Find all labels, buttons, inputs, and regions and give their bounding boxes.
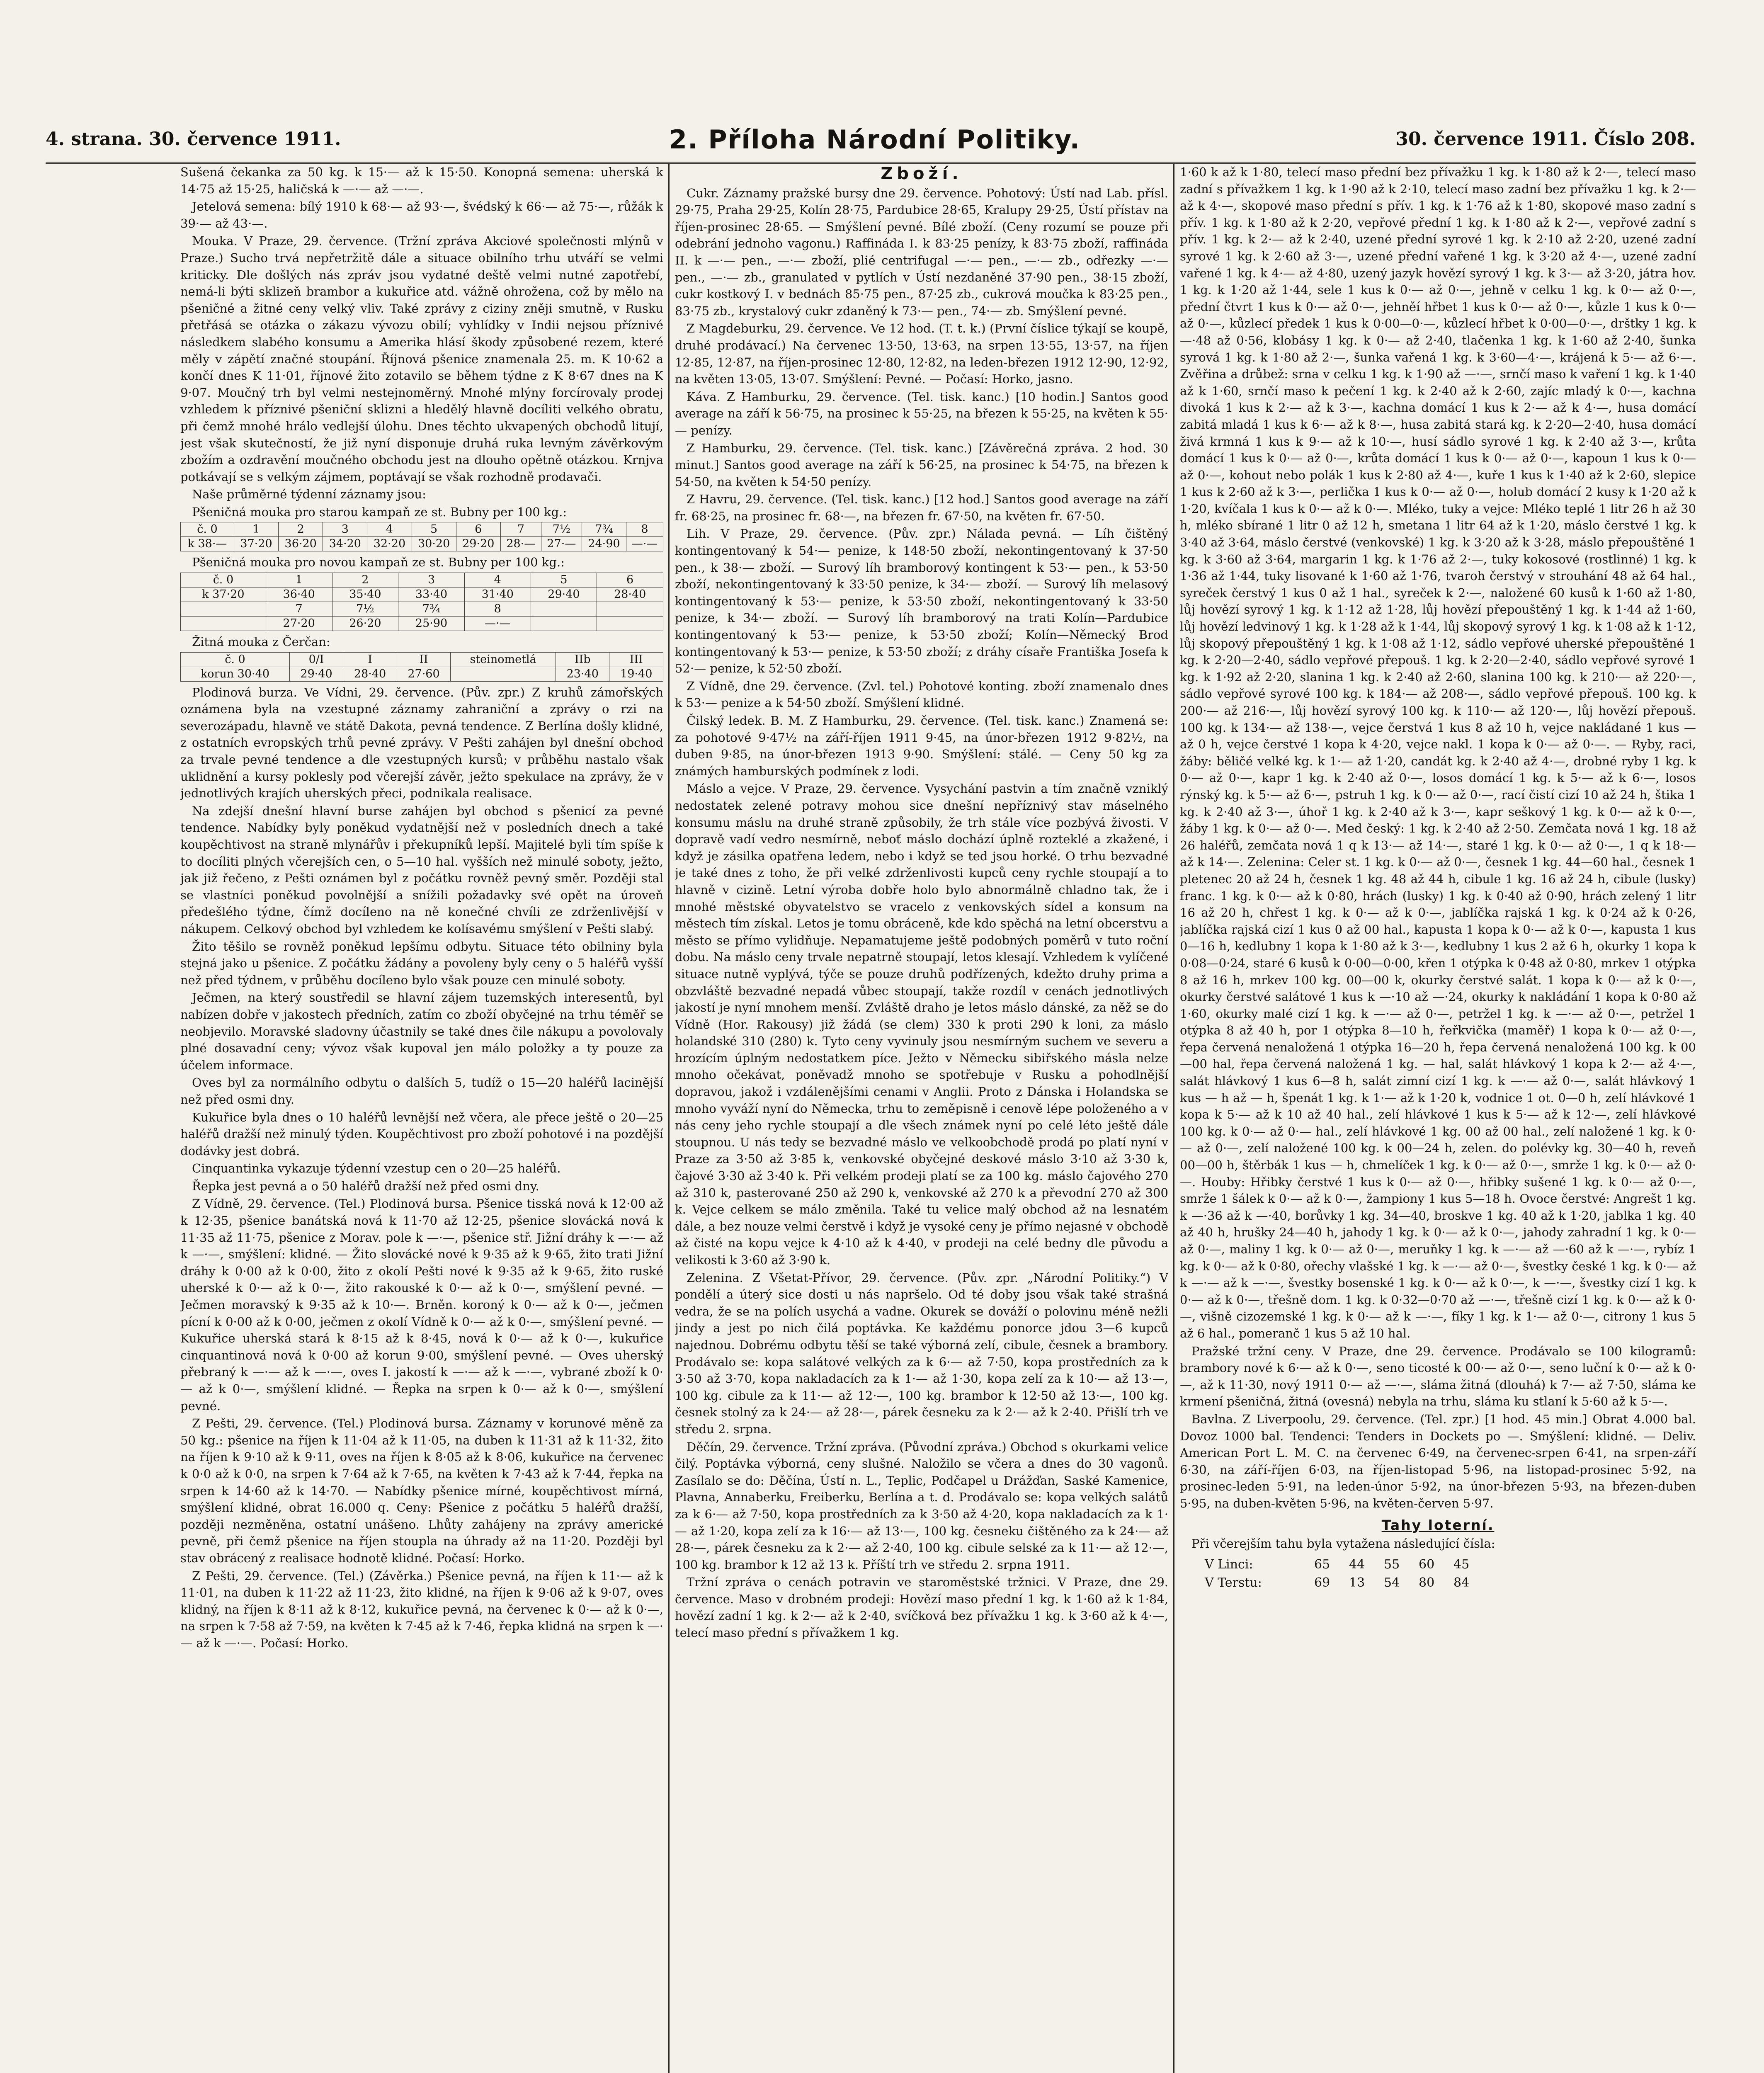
table-cell [531, 602, 597, 617]
table-cell [597, 617, 663, 631]
table-cell [531, 617, 597, 631]
table-cell: k 37·20 [181, 587, 266, 602]
table-row [181, 617, 663, 631]
section-heading-goods: Zboží. [881, 164, 963, 183]
table-header-row [181, 573, 663, 587]
table-cell: č. 0 [181, 522, 234, 537]
paragraph-food-prices: Tržní zpráva o cenách potravin ve staroměstské tržnici. V Praze, dne 29. července. Maso v drobném prodeji: Hovězí maso přední 1 kg. k 1·60 až k 1·84, hovězí zadní 1 kg. k 2·— až k 2·40, svíčková bez přívažku 1 kg. k 3·60 až k 4·—, telecí maso přední s přívažkem 1 kg. [675, 1575, 1168, 1640]
table-cell: č. 0 [181, 573, 266, 587]
table-cell: 29·40 [531, 587, 597, 602]
table-cell: 0/I [289, 652, 343, 667]
table-cell: 29·40 [289, 667, 343, 681]
table-cell: 19·40 [609, 667, 663, 681]
paragraph-pest-closing: Z Pešti, 29. července. (Tel.) (Závěrka.) Pšenice pevná, na říjen k 11·— až k 11·01, na duben k 11·22 až 11·23, žito klidné, na říjen k 9·06 až k 9·07, oves klidný, na říjen k 8·11 až k 8·12, kukuřice pevná, na červenec k 0·— až k 0·—, na srpen k 7·58 až 7·59, na květen k 7·45 až k 7·46, řepka klidná na srpen k —·— až k —·—. Počasí: Horko. [180, 1568, 663, 1650]
table-cell: 23·40 [556, 667, 609, 681]
column-3 [1180, 164, 1696, 2073]
table-cell: II [397, 652, 450, 667]
table-cell: 27·— [541, 537, 582, 551]
table-cell: III [609, 652, 663, 667]
table-cell: IIb [556, 652, 609, 667]
issue-date-number: 30. července 1911. Číslo 208. [1395, 129, 1696, 150]
table-cell: 7¾ [398, 602, 465, 617]
paragraph-prague-market: Pražské tržní ceny. V Praze, dne 29. července. Prodávalo se 100 kilogramů: brambory nové k 6·— až k 0·—, seno ticosté k 00·— až 0·—, seno luční k 0·— až k 0·—, až k 11·30, nový 1911 0·— až —·—, sláma žitná (dlouhá) k 7·— až 7·50, sláma ke krmení pšeničná, žitná (ovesná) nebyla na trhu, sláma ku stlaní k 5·60 až k 5·—. [1180, 1344, 1696, 1409]
table-cell: 7 [500, 522, 541, 537]
paragraph-sugar: Cukr. Záznamy pražské bursy dne 29. července. Pohotový: Ústí nad Lab. přísl. 29·75, Praha 29·25, Kolín 28·75, Pardubice 28·65, Kralupy 29·25, Ústí přístav na říjen-prosinec 28·65. — Smýšlení pevné. Bílé zboží. (Ceny rozumí se pouze při odebrání jednoho vagonu.) Raffináda I. k 83·25 penízy, k 83·75 zboží, raffináda II. k —·— pen., —·— zboží, plié centrifugal —·— pen., —·— zb., odřezky —·— pen., —·— zb., granulated v pytlích v Ústí nezdaněné 37·90 pen., 38·15 zboží, cukr kostkový I. v bednách 85·75 pen., 87·25 zb., cukrová moučka k 83·25 pen., 83·75 zb., krystalový cukr zdaněný k 73·— pen., 74·— zb. Smýšlení pevné. [675, 186, 1168, 318]
paragraph-butter-eggs: Máslo a vejce. V Praze, 29. července. Vysychání pastvin a tím značně vzniklý nedostatek zelené potravy mohou sice dnešní nepříznivý stav máselného konsumu máslu na druhé straně způsobily, že trh stále více pozbývá živosti. V dopravě vadí vedro nesmírně, neboť máslo dochází úplně rozteklé a zkažené, i když je zásilka opatřena ledem, nebo i když se ted jsou horké. O trhu bezvadné je také dnes z toho, že při velké zdrženlivosti kupců ceny rychle stoupají a to hlavně v cizině. Letní výroba dobře holo bylo abnormálně chladno tak, že i mnohé městské obyvatelstvo se vracelo z venkovských sídel a konsum na městech tím získal. Letos je tomu obráceně, kde kdo spěchá na letní obcerstvu a město se přímo vylidňuje. Nepamatujeme ještě podobných poměrů v tuto roční dobu. Na máslo ceny trvale nepatrně stoupají, letos klesají. Vzhledem k vylíčené situace nutně vyplývá, týče se pouze druhů podřízených, kdežto druhy prima a obzvláště bezvadné nepadá vůbec stoupají, takže rozdíl v cenách jednotlivých jakostí je nyní mnohem menší. Zvláště draho je letos máslo dánské, za něž se do Vídně (Hor. Rakousy) již žádá (se clem) 330 k proti 290 k loni, za máslo holandské 310 (280) k. Tyto ceny vyvinuly jsou nesmírným suchem ve severu a hrozícím úplným nedostatkem píce. Ježto v Německu sibiřského másla nelze mnoho očekávat, poněvadž mnoho se spotřebuje v Rusku a pohodlnější dopravou, jakož i vzdálenějšími cenami v Anglii. Proto z Dánska i Holandska se mnoho vyváží nyní do Německa, trhu to zeměpisně i cenově lépe položeného a v nás ceny jeho rychle stoupají a dle všech známek nyní po celé léto ještě dále stoupnou. U nás tedy se bezvadné máslo ve velkoobchodě prodá po platí nyní v Praze za 3·50 až 3·85 k, venkovské obyčejné deskové máslo 3·10 až 3·30 k, čajové 3·30 až 3·40 k. Při velkém prodeji platí se za 100 kg. máslo čajového 270 až 310 k, pasterované 250 až 290 k, venkovské až 270 k a převodní 270 až 300 k. Vejce celkem se málo změnila. Také tu velice malý obchod až na lesnatém dále, a bez nouze velmi čerstvě i když je vysoké ceny je přímo nejasné v obchodě až čisté na kopu vejce k 4·10 až k 4·40, v prodeji na celé bedny dle původu a velikosti k 3·60 až 3·90 k. [675, 782, 1168, 1267]
table-cell: 27·60 [397, 667, 450, 681]
column-1 [180, 164, 663, 2073]
paragraph: Pšeničná mouka pro novou kampaň ze st. Bubny per 100 kg.: [192, 555, 565, 570]
lottery-number: 44 [1349, 1557, 1365, 1572]
table-header-row [181, 522, 663, 537]
table-cell: 2 [279, 522, 323, 537]
paragraph-saltpeter: Čilský ledek. B. M. Z Hamburku, 29. července. (Tel. tisk. kanc.) Znamená se: za pohotové 9·47½ na září-říjen 1911 9·45, na únor-březen 1912 9·82½, na duben 9·85, na únor-březen 1913 9·90. Smýšlení: stálé. — Ceny 50 kg za známých hamburských podmínek z lodi. [675, 714, 1168, 778]
table-cell: 1 [234, 522, 278, 537]
column-divider [668, 164, 670, 2073]
lottery-number: 13 [1349, 1575, 1365, 1590]
rye-flour-price-table [180, 652, 663, 682]
table-cell: 6 [597, 573, 663, 587]
table-cell: 5 [531, 573, 597, 587]
table-cell: steinometlá [451, 652, 556, 667]
table-cell: 24·90 [582, 537, 626, 551]
table-row [181, 537, 663, 551]
paragraph-vienna-exchange: Z Vídně, 29. července. (Tel.) Plodinová bursa. Pšenice tisská nová k 12·00 až k 12·35, pšenice banátská nová k 11·70 až 12·25, pšenice slovácká nová k 11·35 až 11·75, pšenice z Morav. pole k —·—, pšenice stř. Jižní dráhy k —·— až k —·—, smýšlení: klidné. — Žito slovácké nové k 9·35 až k 9·65, žito trati Jižní dráhy k 0·00 až k 0·00, žito z okolí Pešti nové k 9·35 až k 9·65, žito ruské uherské k 0·— až k 0·—, žito rakouské k 0·— až k 0·—, smýšlení pevné. — Ječmen moravský k 9·35 až k 10·—. Brněn. koroný k 0·— až k 0·—, ječmen pícní k 0·00 až k 0·00, ječmen z okolí Vídně k 0·— až k 0·—, smýšlení pevné. — Kukuřice uherská stará k 8·15 až k 8·45, nová k 0·— až k 0·—, kukuřice cinquantinová nová k 0·00 až korun 9·00, smýšlení pevné. — Oves uherský přebraný k —·— až k —·—, oves I. jakostí k —·— až k —·—, vybrané zboží k 0·— až k 0·—, smýšlení klidné. — Řepka na srpen k 0·— až k 0·—, smýšlení pevné. [180, 1197, 663, 1413]
section-heading-lottery: Tahy loterní. [1381, 1517, 1495, 1533]
paragraph-pest-exchange: Z Pešti, 29. července. (Tel.) Plodinová bursa. Záznamy v korunové měně za 50 kg.: pšenice na říjen k 11·04 až k 11·05, na duben k 11·31 až k 11·32, žito na říjen k 9·10 až k 9·11, oves na říjen k 8·05 až k 8·06, kukuřice na červenec k 0·0 až k 0·0, na srpen k 7·64 až k 7·65, na květen k 7·43 až k 7·44, řepka na srpen k 14·60 až k 14·70. — Nabídky pšenice mírné, koupěchtivost mírná, smýšlení klidné, obrat 16.000 q. Ceny: Pšenice z počátku 5 haléřů dražší, později nezměněna, ostatní unášeno. Lhůty zahájeny na zprávy americké pevně, při čemž pšenice na říjen stoupla na úhrady až na 11·20. Později byl stav obrácený z realisace hodnotě klidné. Počasí: Horko. [180, 1416, 663, 1565]
paragraph: Z Hamburku, 29. července. (Tel. tisk. kanc.) [Závěrečná zpráva. 2 hod. 30 minut.] Santos good average na září k 56·25, na prosinec k 54·75, na březen k 54·50, na květen k 54·50 penízy. [675, 441, 1168, 489]
table-cell: 36·40 [266, 587, 332, 602]
table-cell: 28·— [500, 537, 541, 551]
paragraph-commodity-exchange: Plodinová burza. Ve Vídni, 29. července. (Pův. zpr.) Z kruhů zámořských oznámena byla na vzestupné záznamy zahraniční a zprávy o rzi na severozápadu, hlavně ve státě Dakota, pevná tendence. Z Berlína došly klidné, z ostatních evropských trhů pevné zprávy. V Pešti zahájen byl dnešní obchod za trvale pevné tendence a dle vzestupných kursů; v průběhu nastalo však uklidnění a kursy poklesly pod včerejší závěr, ježto spekulace na zprávy, že v jednotlivých krajích uherských přeci, podnikala realisace. [180, 685, 663, 801]
table-cell: 33·40 [398, 587, 465, 602]
table-cell: 2 [332, 573, 398, 587]
lottery-city: V Terstu: [1205, 1575, 1262, 1590]
paragraph: Žitná mouka z Čerčan: [192, 635, 330, 649]
paragraph: Kukuřice byla dnes o 10 haléřů levnější než včera, ale přece ještě o 20—25 haléřů dražší než minulý týden. Koupěchtivost pro zboží pohotové i na pozdější dodávky jest dobrá. [180, 1110, 663, 1158]
table-cell: 8 [626, 522, 663, 537]
lottery-number: 69 [1314, 1575, 1330, 1590]
table-cell: 26·20 [332, 617, 398, 631]
column-divider [1173, 164, 1174, 2073]
table-row [181, 587, 663, 602]
newspaper-title: 2. Příloha Národní Politiky. [669, 124, 1081, 155]
lottery-number: 55 [1384, 1557, 1400, 1572]
table-cell: 7¾ [582, 522, 626, 537]
table-cell: 4 [464, 573, 531, 587]
paragraph: Žito těšilo se rovněž poněkud lepšímu odbytu. Situace této obilniny byla stejná jako u pšenice. Z počátku žádány a povoleny byly ceny o 5 haléřů vyšší než před týdnem, v průběhu docíleno bylo však pouze cen minulé soboty. [180, 939, 663, 987]
table-cell: 30·20 [412, 537, 456, 551]
flour-price-table-new [180, 573, 663, 631]
paragraph: Naše průměrné týdenní záznamy jsou: [192, 487, 426, 502]
paragraph: Z Magdeburku, 29. července. Ve 12 hod. (T. t. k.) (První číslice týkají se koupě, druhé prodávací.) Na červenec 13·50, 13·63, na srpen 13·55, 13·57, na říjen 12·85, 12·87, na říjen-prosinec 12·80, 12·82, na leden-březen 1912 12·90, 12·92, na květen 13·05, 13·07. Smýšlení: Pevné. — Počasí: Horko, jasno. [675, 321, 1168, 386]
paragraph: Na zdejší dnešní hlavní burse zahájen byl obchod s pšenicí za pevné tendence. Nabídky byly poněkud vydatnější než v posledních dnech a také koupěchtivost na straně mlynářův i překupníků lepší. Majitelé byli tím spíše k to docíliti plných včerejších cen, o 5—10 hal. vyšších než minulé soboty, ježto, jak již řečeno, z Pešti oznámen byl z počátku rovněž pevný směr. Později stal se vlastníci poněkud povolnější a snížili požadavky své opět na úroveň předešlého týdne, čímž docíleno na ně konečné chvíli ze zdrženlivější v nákupem. Celkový obchod byl vzhledem ke kolísavému smýšlení v Pešti slabý. [180, 803, 663, 936]
lottery-row-linz [1180, 1556, 1696, 1574]
lottery-number: 60 [1419, 1557, 1435, 1572]
paragraph-vegetables: Zelenina. Z Všetat-Přívor, 29. července. (Pův. zpr. „Národní Politiky.“) V pondělí a úterý sice dosti u nás napršelo. Od té doby jsou však také strašná vedra, že se na polích usychá a vadne. Okurek se dováží o polovinu méně nežli jindy a jest po nich čilá poptávka. Ke každému ponorce jdou 3—6 kupců najednou. Dobrému odbytu těší se také výborná zelí, cibule, česnek a brambory. Prodávalo se: kopa salátové velkých za k 6·— až 7·50, kopa prostředních za k 3·50 až 3·70, kopa nakladacích za k 1·— až 1·30, kopa zelí za k 10·— až 13·—, 100 kg. cibule za k 11·— až 12·—, 100 kg. brambor k 12·50 až 13·—, 100 kg. česnek stolný za k 24·— až 28·—, párek česneku za k 2·— až k 2·40. Přišlí trh ve středu 2. srpna. [675, 1270, 1168, 1436]
table-cell: 34·20 [323, 537, 367, 551]
table-cell: 3 [398, 573, 465, 587]
table-cell: 27·20 [266, 617, 332, 631]
table-cell: 31·40 [464, 587, 531, 602]
paragraph-food-prices-cont: 1·60 k až k 1·80, telecí maso přední bez přívažku 1 kg. k 1·80 až k 2·—, telecí maso zadní s přívažkem 1 kg. k 1·90 až k 2·10, telecí maso zadní bez přívažku 1 kg. k 2·— až k 4·—, skopové maso přední s přív. 1 kg. k 1·76 až k 1·80, skopové maso zadní s přív. 1 kg. k 1·80 až k 2·20, vepřové přední 1 kg. k 1·80 až k 2·—, vepřové zadní s přív. 1 kg. k 2·— až k 2·40, uzené přední syrové 1 kg. k 2·10 až 2·20, uzené zadní syrové 1 kg. k 2·60 až 3·—, uzené přední vařené 1 kg. k 3·20 až 4·—, uzené zadní vařené 1 kg. k 4·— až 4·80, uzený jazyk hovězí syrový 1 kg. k 3·— až 3·20, játra hov. 1 kg. k 1·20 až 1·44, sele 1 kus k 0·— až 0·—, jehně v celku 1 kg. k 0·— až 0·—, přední čtvrt 1 kus k 0·— až 0·—, jehněí hřbet 1 kus k 0·— až 0·—, kůzle 1 kus k 0·— až 0·—, kůzlecí předek 1 kus k 0·00—0·—, kůzlecí hřbet k 0·00—0·—, drštky 1 kg. k —·48 až 0·56, klobásy 1 kg. k 0·— až 2·40, tlačenka 1 kg. k 1·60 až 2·40, šunka syrová 1 kg. k 1·80 až 2·—, šunka vařená 1 kg. k 3·60—4·—, krájená k 5·— až 6·—. Zvěřina a drůbež: srna v celku 1 kg. k 1·90 až —·—, srnčí maso k vaření 1 kg. k 1·40 až k 1·60, srnčí maso k pečení 1 kg. k 2·40 až k 2·60, zajíc mladý k 0·—, kachna divoká 1 kus k 2·— až k 3·—, kachna domácí 1 kus k 2·— až k 4·—, husa domácí zabitá mladá 1 kus k 6·— až k 8·—, husa zabitá stará kg. k 2·20—2·40, husa domácí živá krmná 1 kus k 9·— až k 10·—, husí sádlo syrové 1 kg. k 2·40 až 3·—, krůta domácí 1 kus k 0·— až 0·—, krůta domácí 1 kus k 0·— až 0·—, kapoun 1 kus k 0·— až 0·—, kohout nebo polák 1 kus k 2·80 až 4·—, kuře 1 kus k 1·40 až k 2·60, slepice 1 kus k 2·60 až k 3·—, perlička 1 kus k 0·— až 0·—, holub domácí 2 kusy k 1·20 až k 1·20, kvíčala 1 kus k 0·— až k 0·—. Mléko, tuky a vejce: Mléko teplé 1 litr 26 h až 30 h, mléko sbírané 1 litr 0 až 12 h, smetana 1 litr 64 až k 1·20, máslo čerstvé 1 kg. k 3·40 až 3·64, máslo čerstvé (venkovské) 1 kg. k 3·20 až k 3·28, máslo přepouštěné 1 kg. k 3·60 až 3·64, margarin 1 kg. k 1·76 až 2·—, tuky kokosové (rostlinné) 1 kg. k 1·36 až 1·44, tuky lisované k 1·60 až 1·76, tvaroh čerstvý v strouhání 48 až 64 hal., syreček čerstvý 1 kus 0 až 1 hal., syreček k 2·—, naložené 60 kusů k 1·60 až 1·80, lůj hovězí syrový 1 kg. k 1·12 až 1·28, lůj hovězí přepouštěný 1 kg. k 1·44 až 1·60, lůj hovězí ledvinový 1 kg. k 1·28 až k 1·44, lůj skopový syrový 1 kg. k 1·08 až k 1·12, lůj skopový přepouštěný 1 kg. k 1·08 až 1·12, sádlo vepřové uherské přepouštěné 1 kg. k 2·20—2·40, sádlo vepřové přepouš. 1 kg. k 2·20—2·40, sádlo vepřové syrové 1 kg. k 1·92 až 2·20, slanina 1 kg. k 2·40 až 2·60, slanina 100 kg. k 210·— až 220·—, sádlo vepřové syrové 100 kg. k 184·— až 208·—, sádlo vepřové přepouš. 100 kg. k 200·— až 216·—, lůj hovězí syrový 100 kg. k 110·— až 120·—, lůj hovězí přepouš. 100 kg. k 134·— až 138·—, vejce čerstvá 1 kus 8 až 10 h, vejce nakládané 1 kus — až 0 h, vejce čerstvé 1 kopa k 4·20, vejce nakl. 1 kopa k 0·— až 0·—. — Ryby, raci, žáby: běličé velké kg. k 1·— až 1·20, candát kg. k 2·40 až 4·—, drobné ryby 1 kg. k 0·— až 0·—, kapr 1 kg. k 2·40 až 0·—, losos domácí 1 kg. k 5·— až k 6·—, losos rýnský kg. k 5·— až 6·—, pstruh 1 kg. k 0·— až 0·—, rací čistí cizí 10 až 24 h, štika 1 kg. k 2·40 až 3·—, úhoř 1 kg. k 2·40 až k 3·—, kapr seškový 1 kg. k 0·— až k 0·—, žáby 1 kg. k 0·— až 0·—. Med český: 1 kg. k 2·40 až 2·50. Zemčata nová 1 kg. 18 až 26 haléřů, zemčata nová 1 q k 13·— až 14·—, staré 1 kg. k 0·— až 0·—, 1 q k 18·— až k 14·—. Zelenina: Celer st. 1 kg. k 0·— až 0·—, česnek 1 kg. 44—60 hal., česnek 1 pletenec 20 až 24 h, česnek 1 kg. 48 až 44 h, cibule 1 kg. 16 až 24 h, cibule (lusky) franc. 1 kg. k 0·— až k 0·80, hrách (lusky) 1 kg. k 0·40 až 0·90, hrách zelený 1 litr 16 až 20 h, chřest 1 kg. k 0·— až k 0·—, jablíčka rajská 1 kg. k 0·24 až k 0·26, jablíčka rajská cizí 1 kus 0 až 00 hal., kapusta 1 kopa k 0·— až k 0·—, kapusta 1 kus 0—16 h, kedlubny 1 kopa k 1·80 až k 3·—, kedlubny 1 kus 2 až 6 h, okurky 1 kopa k 0·08—0·24, staré 6 kusů k 0·00—0·00, křen 1 otýpka k 0·48 až 0·80, mrkev 1 otýpka 8 až 16 h, mrkev 100 kg. 00—00 k, okurky čerstvé salát. 1 kopa k 0·— až k 0·—, okurky čerstvé salátové 1 kus k —·10 až —·24, okurky k nakládání 1 kopa k 0·80 až 1·60, okurky malé cizí 1 kg. k —·— až 0·—, petržel 1 kg. k —·— až 0·—, petržel 1 otýpka 8 až 40 h, por 1 otýpka 8—10 h, řeřkvička (maměř) 1 kopa k 0·— až 0·—, řepa červená nenaložená 1 otýpka 16—20 h, řepa červená nenaložená 100 kg. k 00—00 hal, řepa červená naložená 1 kg. — hal, salát hlávkový 1 kopa k 2·— až 4·—, salát hlávkový 1 kus 6—8 h, salát zimní cizí 1 kg. k —·— až 0·—, salát hlávkový 1 kus — h až — h, špenát 1 kg. k 1·— až k 1·20 k, vodnice 1 ot. 0—0 h, zelí hlávkové 1 kopa k 5·— až k 10 až 40 hal., zelí hlávkové 1 kus k 5·— až k 12·—, zelí hlávkové 100 kg. k 0·— až 0·— hal., zelí hlávkové 1 kg. 00 až 00 hal., zelí naložené 1 kg. k 0·— až 0·—, zelí naložené 100 kg. k 00—24 h, zelen. do polévky kg. 30—40 h, reveň 00—00 h, štěrbák 1 kus — h, chmelíček 1 kg. k 0·— až 0·—, smrže 1 kg. k 0·— až 0·—. Houby: Hřibky čerstvé 1 kus k 0·— až 0·—, hřibky sušené 1 kg. k 0·— až 0·—, smrže 1 šálek k 0·— až k 0·—, žampiony 1 kus 5—18 h. Ovoce čerstvé: Angrešt 1 kg. k —·36 až k —·40, borůvky 1 kg. 34—40, broskve 1 kg. 40 až k 1·20, jablka 1 kg. 40 až 40 h, hrušky 24—40 h, jahody 1 kg. k 0·— až k 0·—, jahody zahradní 1 kg. k 0·— až 0·—, maliny 1 kg. k 0·— až 0·—, meruňky 1 kg. k —·— až —·60 až k —·—, rybíz 1 kg. k 0·— až k 0·80, ořechy vlašské 1 kg. k —·— až 0·—, švestky české 1 kg. k 0·— až k —·— až k —·—, švestky bosenské 1 kg. k 0·— až k 0·—, k —·—, švestky cizí 1 kg. k 0·— až k 0·—, třešně dom. 1 kg. k 0·32—0·70 až —·—, třešně cizí 1 kg. k 0·— až k 0·—, višně cizozemské 1 kg. k 0·— až k —·—, fíky 1 kg. k 1·— až 0·—, citrony 1 kus 5 až 6 hal., pomeranč 1 kus 5 až 10 hal. [1180, 165, 1696, 1340]
page-header [46, 124, 1696, 164]
paragraph-flour-report: Mouka. V Praze, 29. července. (Tržní zpráva Akciové společnosti mlýnů v Praze.) Sucho trvá nepřetržitě dále a situace obilního trhu utváří se velmi kriticky. Dle došlých nás zpráv jsou vydatné deště velmi nutné zapotřebí, nemá-li býti sklizeň brambor a kukuřice atd. vážně ohrožena, což by mělo na pšeničné a žitné ceny velký vliv. Také zprávy z ciziny zněji smutně, v Rusku přetřásá se otázka o zákazu vývozu obilí; vyhlídky v Indii nejsou příznivé následkem slabého konsumu a Amerika hlásí škody způsobené rezem, které měly v zápětí značné stoupání. Říjnová pšenice znamenala 25. m. K 10·62 a končí dnes K 11·01, říjnové žito zotavilo se během týdne z K 8·67 dnes na K 9·07. Moučný trh byl velmi nestejnoměrný. Mnohé mlýny forcírovaly prodej vzhledem k příznivé pšeniční sklizni a hledělý hlavně docíliti velkého obratu, při čemž mnohé hrálo vedlejší úlohu. Dnes těchto ukvapených obchodů litují, jest však skutečností, že již nyní disponuje druhá ruka levným závěrkovým zbožím a ozdravění moučného obchodu jest na dlouho opětně otázkou. Krnjva potkávají se s velkým zájmem, poptávají se však rozhodně prodavači. [180, 234, 663, 484]
table-cell [451, 667, 556, 681]
paragraph: Sušená čekanka za 50 kg. k 15·— až k 15·50. Konopná semena: uherská k 14·75 až 15·25, haličská k —·— až —·—. [180, 165, 663, 196]
lottery-number: 80 [1419, 1575, 1435, 1590]
lottery-results [1180, 1556, 1696, 1592]
table-header-row [181, 652, 663, 667]
table-cell: 1 [266, 573, 332, 587]
table-cell [181, 617, 266, 631]
table-cell: 4 [367, 522, 412, 537]
table-cell: 7½ [541, 522, 582, 537]
table-cell [597, 602, 663, 617]
table-cell: 28·40 [343, 667, 397, 681]
table-cell: 29·20 [456, 537, 500, 551]
lottery-city: V Linci: [1205, 1557, 1253, 1572]
table-cell: 36·20 [279, 537, 323, 551]
page-number-date: 4. strana. 30. července 1911. [46, 129, 341, 150]
lottery-number: 65 [1314, 1557, 1330, 1572]
paragraph-spirits: Lih. V Praze, 29. července. (Pův. zpr.) Nálada pevná. — Líh čištěný kontingentovaný k 54·— penize, k 148·50 zboží, nekontingentovaný k 37·50 pen., k 38·— zboží. — Surový líh bramborový kontingent k 53·— pen., k 53·50 zboží, nekontingentovaný k 33·50 penize, k 34·— zboží. — Surový líh melasový kontingentovaný k 53·— penize, k 53·50 zboží, nekontingentovaný k 33·50 penize, k 34·— zboží. — Surový líh bramborový na trati Kolín—Pardubice kontingentovaný k 53·— penize, k 53·50 zboží; Kolín—Německý Brod kontingentovaný k 53·— penize, k 53·50 zboží; z dráhy císaře Františka Josefa k 52·— penize, k 52·50 zboží. [675, 527, 1168, 676]
table-row [181, 667, 663, 681]
table-cell: 6 [456, 522, 500, 537]
paragraph: Cinquantinka vykazuje týdenní vzestup cen o 20—25 haléřů. [192, 1161, 561, 1176]
column-2 [675, 164, 1168, 2073]
table-cell: 7½ [332, 602, 398, 617]
table-cell: 3 [323, 522, 367, 537]
table-cell: č. 0 [181, 652, 290, 667]
paragraph: Ječmen, na který soustředil se hlavní zájem tuzemských interesentů, byl nabízen dobře v jakostech předních, zatím co zboží obyčejné na trhu téměř se neobjevilo. Moravské sladovny účastnily se také dnes čile nákupu a povolovaly plné dosavadní ceny; vývoz však kupoval jen málo položky a ty pouze za účelem informace. [180, 990, 663, 1072]
lottery-number: 45 [1453, 1557, 1470, 1572]
paragraph: Pšeničná mouka pro starou kampaň ze st. Bubny per 100 kg.: [192, 505, 567, 519]
table-cell: 37·20 [234, 537, 278, 551]
table-header-row [181, 602, 663, 617]
paragraph-decin-market: Děčín, 29. července. Tržní zpráva. (Původní zpráva.) Obchod s okurkami velice čilý. Poptávka výborná, ceny slušné. Naložilo se včera a dnes do 30 vagonů. Zasílalo se do: Děčína, Ústí n. L., Teplic, Podčapel u Drážďan, Saské Kamenice, Plavna, Annaberku, Freiberku, Berlína a t. d. Prodávalo se: kopa velkých salátů za k 6·— až 7·50, kopa prostředních za k 3·50 až 4·20, kopa nakladacích za k 1·— až 1·20, kopa zelí za k 16·— až 13·—, 100 kg. česneku čištěného za k 24·— až 28·—, párek česneku za k 2·— až 2·40, 100 kg. cibule selské za k 11·— až 12·—, 100 kg. brambor k 12 až 13 k. Příští trh ve středu 2. srpna 1911. [675, 1439, 1168, 1572]
paragraph: Z Havru, 29. července. (Tel. tisk. kanc.) [12 hod.] Santos good average na září fr. 68·25, na prosinec fr. 68·—, na březen fr. 67·50, na květen fr. 67·50. [675, 492, 1168, 523]
table-cell: 28·40 [597, 587, 663, 602]
paragraph: Oves byl za normálního odbytu o dalších 5, tudíž o 15—20 haléřů lacinější než před osmi dny. [180, 1075, 663, 1107]
table-cell: korun 30·40 [181, 667, 290, 681]
lottery-row-triest [1180, 1574, 1696, 1592]
table-cell: —·— [626, 537, 663, 551]
table-cell [181, 602, 266, 617]
table-cell: k 38·— [181, 537, 234, 551]
table-cell: 8 [464, 602, 531, 617]
lottery-number: 54 [1384, 1575, 1400, 1590]
paragraph-coffee: Káva. Z Hamburku, 29. července. (Tel. tisk. kanc.) [10 hodin.] Santos good average na září k 56·75, na prosinec k 55·25, na březen k 55·25, na květen k 55·— penízy. [675, 389, 1168, 437]
table-cell: 32·20 [367, 537, 412, 551]
table-cell: I [343, 652, 397, 667]
table-cell: 35·40 [332, 587, 398, 602]
paragraph-cotton: Bavlna. Z Liverpoolu, 29. července. (Tel. zpr.) [1 hod. 45 min.] Obrat 4.000 bal. Dovoz 1000 bal. Tendenci: Tenders in Dockets po —. Smýšlení: klidné. — Deliv. American Port L. M. C. na červenec 6·49, na červenec-srpen 6·41, na srpen-září 6·30, na září-říjen 6·03, na říjen-listopad 5·96, na listopad-prosinec 5·92, na prosinec-leden 5·91, na leden-únor 5·92, na únor-březen 5·93, na březen-duben 5·95, na duben-květen 5·96, na květen-červen 5·97. [1180, 1412, 1696, 1510]
lottery-number: 84 [1453, 1575, 1470, 1590]
flour-price-table-old [180, 522, 663, 551]
table-cell: —·— [464, 617, 531, 631]
paragraph: Z Vídně, dne 29. července. (Zvl. tel.) Pohotové konting. zboží znamenalo dnes k 53·— penize a k 54·50 zboží. Smýšlení klidné. [675, 679, 1168, 710]
table-cell: 5 [412, 522, 456, 537]
table-cell: 25·90 [398, 617, 465, 631]
paragraph: Řepka jest pevná a o 50 haléřů dražší než před osmi dny. [192, 1179, 539, 1193]
paragraph: Jetelová semena: bílý 1910 k 68·— až 93·—, švédský k 66·— až 75·—, růžák k 39·— až 43·—. [180, 199, 663, 231]
table-cell: 7 [266, 602, 332, 617]
lottery-intro: Při včerejším tahu byla vytažena následující čísla: [1191, 1537, 1495, 1551]
